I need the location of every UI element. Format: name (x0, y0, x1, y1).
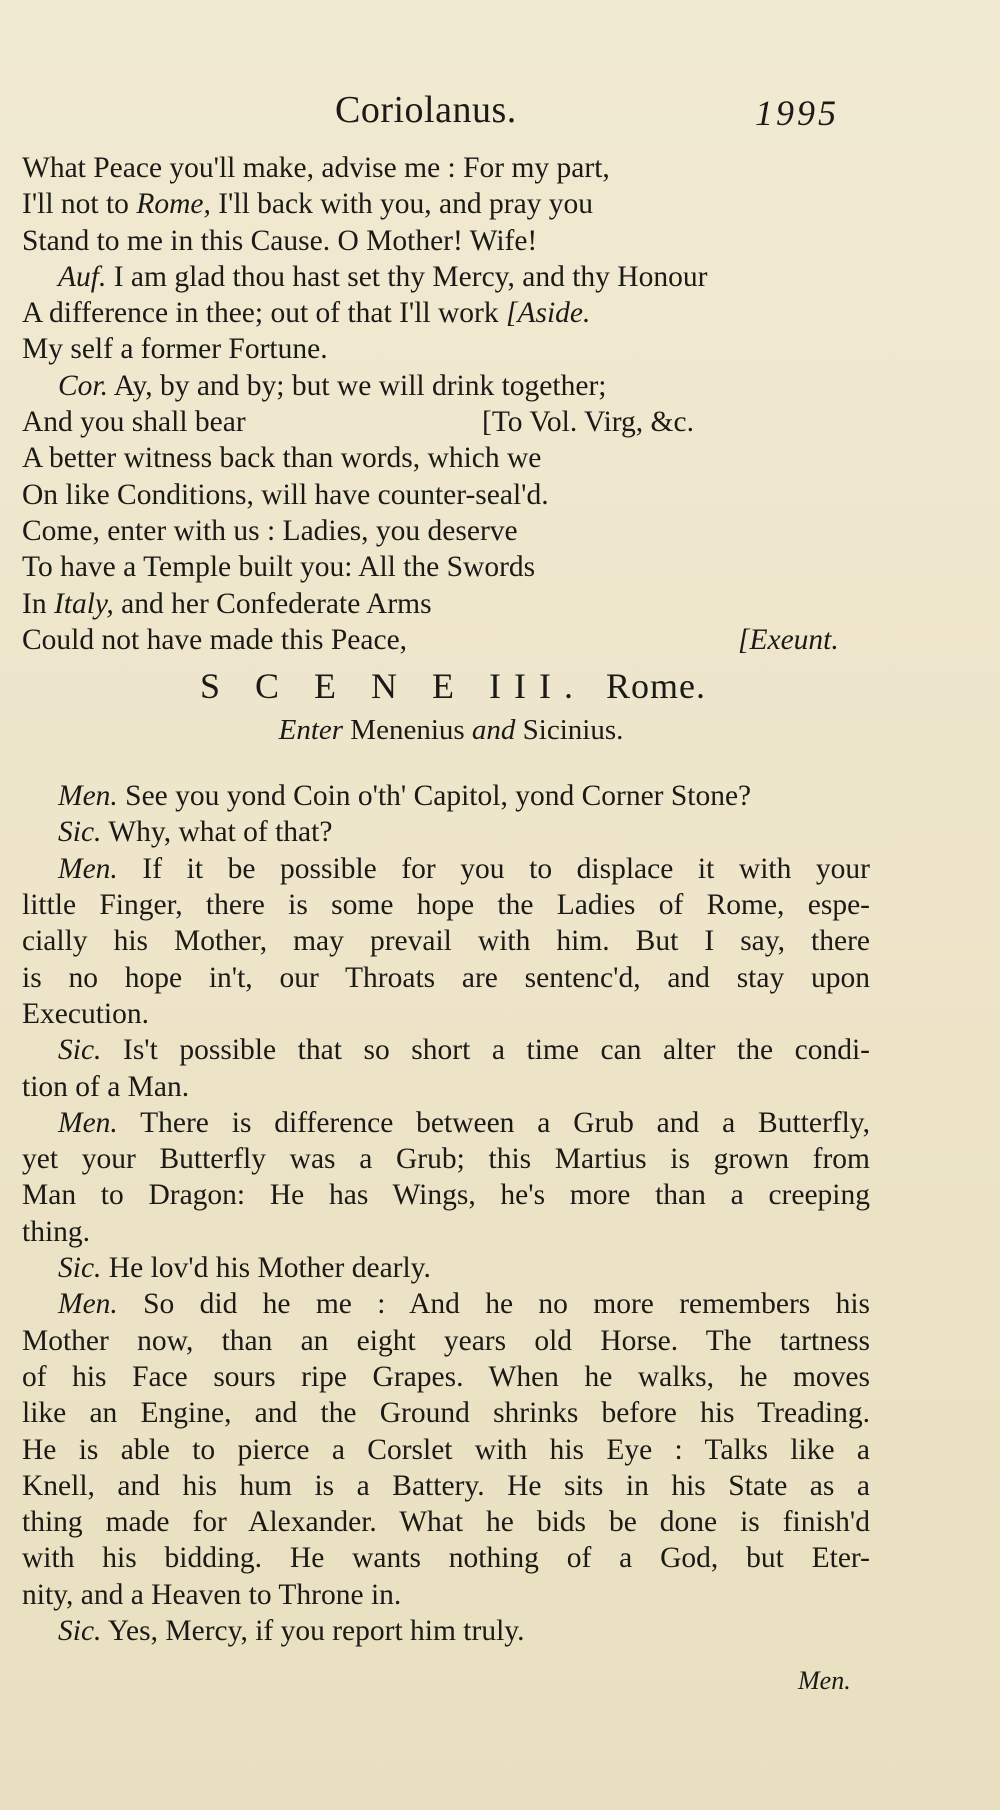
speech-line (22, 1105, 870, 1141)
speaker-name: Sic. (58, 1252, 102, 1285)
speaker-name: Men. (58, 1288, 118, 1321)
verse-line (22, 622, 870, 658)
catchword: Men. (798, 1666, 851, 1695)
speech-line: Man to Dragon: He has Wings, he's more than a creeping (22, 1179, 870, 1212)
speech-line (22, 778, 870, 814)
verse-line (22, 295, 870, 331)
verse-line (22, 440, 870, 476)
line-text: Ay, by and by; but we will drink together; (108, 369, 607, 402)
verse-line (22, 586, 870, 622)
line-text: I'll back with you, and pray you (210, 188, 594, 221)
verse-line (22, 513, 870, 549)
character-name: Menenius (350, 714, 465, 747)
line-text: If it be possible for you to displace it with your (142, 852, 870, 885)
line-text: Come, enter with us : Ladies, you deserve (22, 514, 518, 547)
speech-line: Execution. (22, 997, 149, 1030)
line-text: He lov'd his Mother dearly. (108, 1252, 431, 1285)
speech-line: of his Face sours ripe Grapes. When he walks, he moves (22, 1360, 870, 1393)
speech-line (22, 1250, 870, 1286)
line-text: Stand to me in this Cause. O Mother! Wife! (22, 224, 538, 257)
character-name: Sicinius. (522, 714, 624, 747)
verse-line (22, 259, 870, 295)
line-text: Why, what of that? (108, 816, 333, 849)
verse-line (22, 150, 870, 186)
enter-word: Enter (278, 714, 344, 747)
speech-line: thing. (22, 1215, 91, 1248)
speech-line: little Finger, there is some hope the Ladies of Rome, espe- (22, 889, 870, 922)
line-text: A better witness back than words, which we (22, 442, 542, 475)
speech-line: He is able to pierce a Corslet with his Eye : Talks like a (22, 1433, 870, 1466)
scene-heading (22, 662, 870, 710)
verse-line (22, 186, 870, 222)
line-text: To have a Temple built you: All the Swords (22, 551, 536, 584)
verse-line (22, 368, 870, 404)
scene-place: Rome. (605, 666, 706, 707)
page-number: 1995 (755, 93, 839, 133)
speaker-name: Men. (58, 1106, 118, 1139)
conjunction: and (471, 714, 516, 747)
speech-line: Knell, and his hum is a Battery. He sits in his State as a (22, 1469, 870, 1502)
speech-line (22, 1613, 870, 1649)
verse-line (22, 223, 870, 259)
line-text: See you yond Coin o'th' Capitol, yond Corner Stone? (125, 780, 752, 813)
verse-line (22, 549, 870, 585)
speech-line: nity, and a Heaven to Throne in. (22, 1578, 402, 1611)
line-text: I'll not to (22, 188, 137, 221)
speech-line: cially his Mother, may prevail with him. But I say, there (22, 925, 870, 958)
line-text: And you shall bear (22, 406, 246, 439)
stage-direction: [To Vol. Virg, &c. (482, 406, 694, 439)
verse-line (22, 331, 870, 367)
line-text: On like Conditions, will have counter-seal'd. (22, 478, 549, 511)
speaker-name: Men. (58, 852, 118, 885)
line-text: My self a former Fortune. (22, 333, 328, 366)
speech-line: tion of a Man. (22, 1070, 190, 1103)
text-block (22, 150, 870, 1649)
speech-line (22, 851, 870, 887)
place-name: Italy, (53, 587, 114, 620)
line-text: There is difference between a Grub and a Butterfly, (140, 1106, 871, 1139)
speech-line (22, 814, 870, 850)
dialogue (22, 778, 870, 1649)
speech-line: like an Engine, and the Ground shrinks before his Treading. (22, 1397, 870, 1430)
speech-line (22, 1032, 870, 1068)
line-text: and her Confederate Arms (113, 587, 432, 620)
page-header (0, 88, 1000, 138)
line-text: So did he me : And he no more remembers his (143, 1288, 871, 1321)
line-text: What Peace you'll make, advise me : For my part, (22, 152, 610, 184)
speech-line: is no hope in't, our Throats are sentenc'd, and stay upon (22, 961, 870, 994)
running-title: Coriolanus. (335, 89, 517, 131)
line-text: Could not have made this Peace, (22, 623, 408, 656)
place-name: Rome, (136, 188, 211, 221)
speaker-name: Sic. (58, 816, 102, 849)
speaker-name: Sic. (58, 1034, 102, 1067)
stage-direction: [Exeunt. (738, 623, 839, 656)
speech-line: with his bidding. He wants nothing of a God, but Eter- (22, 1542, 870, 1575)
line-text: A difference in thee; out of that I'll work (22, 297, 506, 330)
scene-number: S C E N E III. (200, 666, 586, 707)
verse-line (22, 404, 870, 440)
speech-line (22, 1286, 870, 1322)
speaker-name: Sic. (58, 1614, 102, 1647)
speaker-name: Cor. (58, 369, 109, 402)
speaker-name: Men. (58, 780, 118, 813)
speech-line: thing made for Alexander. What he bids be done is finish'd (22, 1506, 870, 1539)
stage-direction: [Aside. (506, 297, 591, 330)
verse-line (22, 477, 870, 513)
line-text: Yes, Mercy, if you report him truly. (107, 1614, 525, 1647)
line-text: I am glad thou hast set thy Mercy, and thy Honour (106, 260, 708, 293)
speech-line: Mother now, than an eight years old Horse. The tartness (22, 1324, 870, 1357)
speech-line: yet your Butterfly was a Grub; this Martius is grown from (22, 1143, 870, 1176)
line-text: Is't possible that so short a time can alter the condi- (123, 1034, 870, 1067)
speaker-name: Auf. (58, 260, 107, 293)
entrance-direction (22, 710, 870, 750)
line-text: In (22, 587, 54, 620)
